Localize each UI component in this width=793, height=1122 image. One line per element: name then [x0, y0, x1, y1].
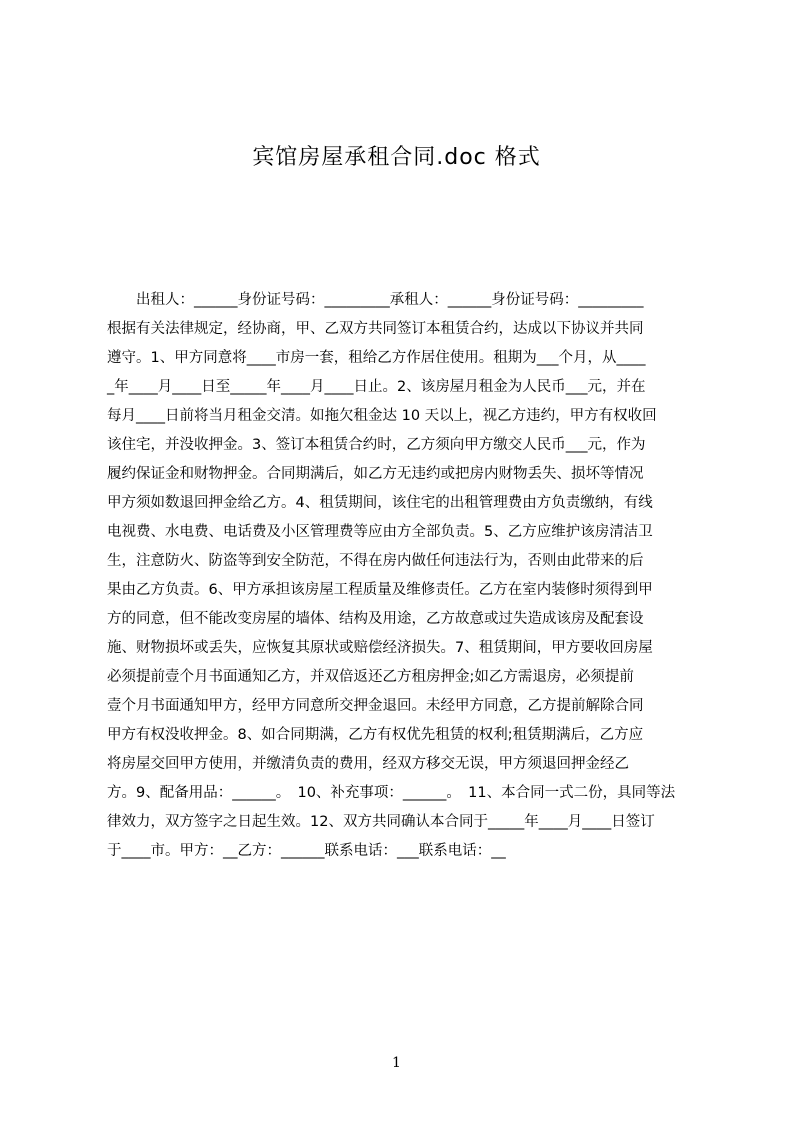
text-line: _年____月____日至_____年____月____日止。2、该房屋月租金为人民币___元，并在	[107, 379, 646, 395]
text-line: 电视费、水电费、电话费及小区管理费等应由方全部负责。5、乙方应维护该房清洁卫	[107, 524, 653, 540]
text-line: 履约保证金和财物押金。合同期满后，如乙方无违约或把房内财物丢失、损坏等情况	[107, 466, 644, 482]
text-line: 遵守。1、甲方同意将____市房一套，租给乙方作居住使用。租期为___个月，从____	[107, 350, 646, 366]
text-line: 方。9、配备用品：______。 10、补充事项：______。 11、本合同一式二份，具同等法	[107, 785, 676, 801]
text-line: 每月____日前将当月租金交清。如拖欠租金达 10 天以上，视乙方违约，甲方有权收回	[107, 408, 657, 424]
text-line: 甲方须如数退回押金给乙方。4、租赁期间，该住宅的出租管理费由方负责缴纳，有线	[107, 495, 653, 511]
text-line: 出租人：______身份证号码：_________承租人：______身份证号码：_________	[107, 292, 644, 308]
contract-body	[107, 286, 697, 859]
document-title: 宾馆房屋承租合同.doc 格式	[252, 145, 541, 170]
text-line: 根据有关法律规定，经协商，甲、乙双方共同签订本租赁合约，达成以下协议并共同	[107, 321, 644, 337]
text-line: 将房屋交回甲方使用，并缴清负责的费用，经双方移交无误，甲方须退回押金经乙	[107, 756, 629, 772]
text-line: 生，注意防火、防盗等到安全防范，不得在房内做任何违法行为，否则由此带来的后	[107, 553, 644, 569]
text-line: 方的同意，但不能改变房屋的墙体、结构及用途，乙方故意或过失造成该房及配套设	[107, 611, 644, 627]
page-number: 1	[392, 1055, 401, 1071]
text-line: 壹个月书面通知甲方，经甲方同意所交押金退回。未经甲方同意，乙方提前解除合同	[107, 698, 644, 714]
text-line: 律效力，双方签字之日起生效。12、双方共同确认本合同于_____年____月____日签订	[107, 814, 655, 830]
text-line: 果由乙方负责。6、甲方承担该房屋工程质量及维修责任。乙方在室内装修时须得到甲	[107, 582, 653, 598]
text-line: 必须提前壹个月书面通知乙方，并双倍返还乙方租房押金;如乙方需退房，必须提前	[107, 669, 634, 685]
text-line: 该住宅，并没收押金。3、签订本租赁合约时，乙方须向甲方缴交人民币___元，作为	[107, 437, 646, 453]
text-line: 施、财物损坏或丢失，应恢复其原状或赔偿经济损失。7、租赁期间，甲方要收回房屋	[107, 640, 653, 656]
text-line: 甲方有权没收押金。8、如合同期满，乙方有权优先租赁的权利;租赁期满后，乙方应	[107, 727, 644, 743]
text-line: 于____市。甲方：__乙方：______联系电话：___联系电话：__	[107, 843, 506, 859]
